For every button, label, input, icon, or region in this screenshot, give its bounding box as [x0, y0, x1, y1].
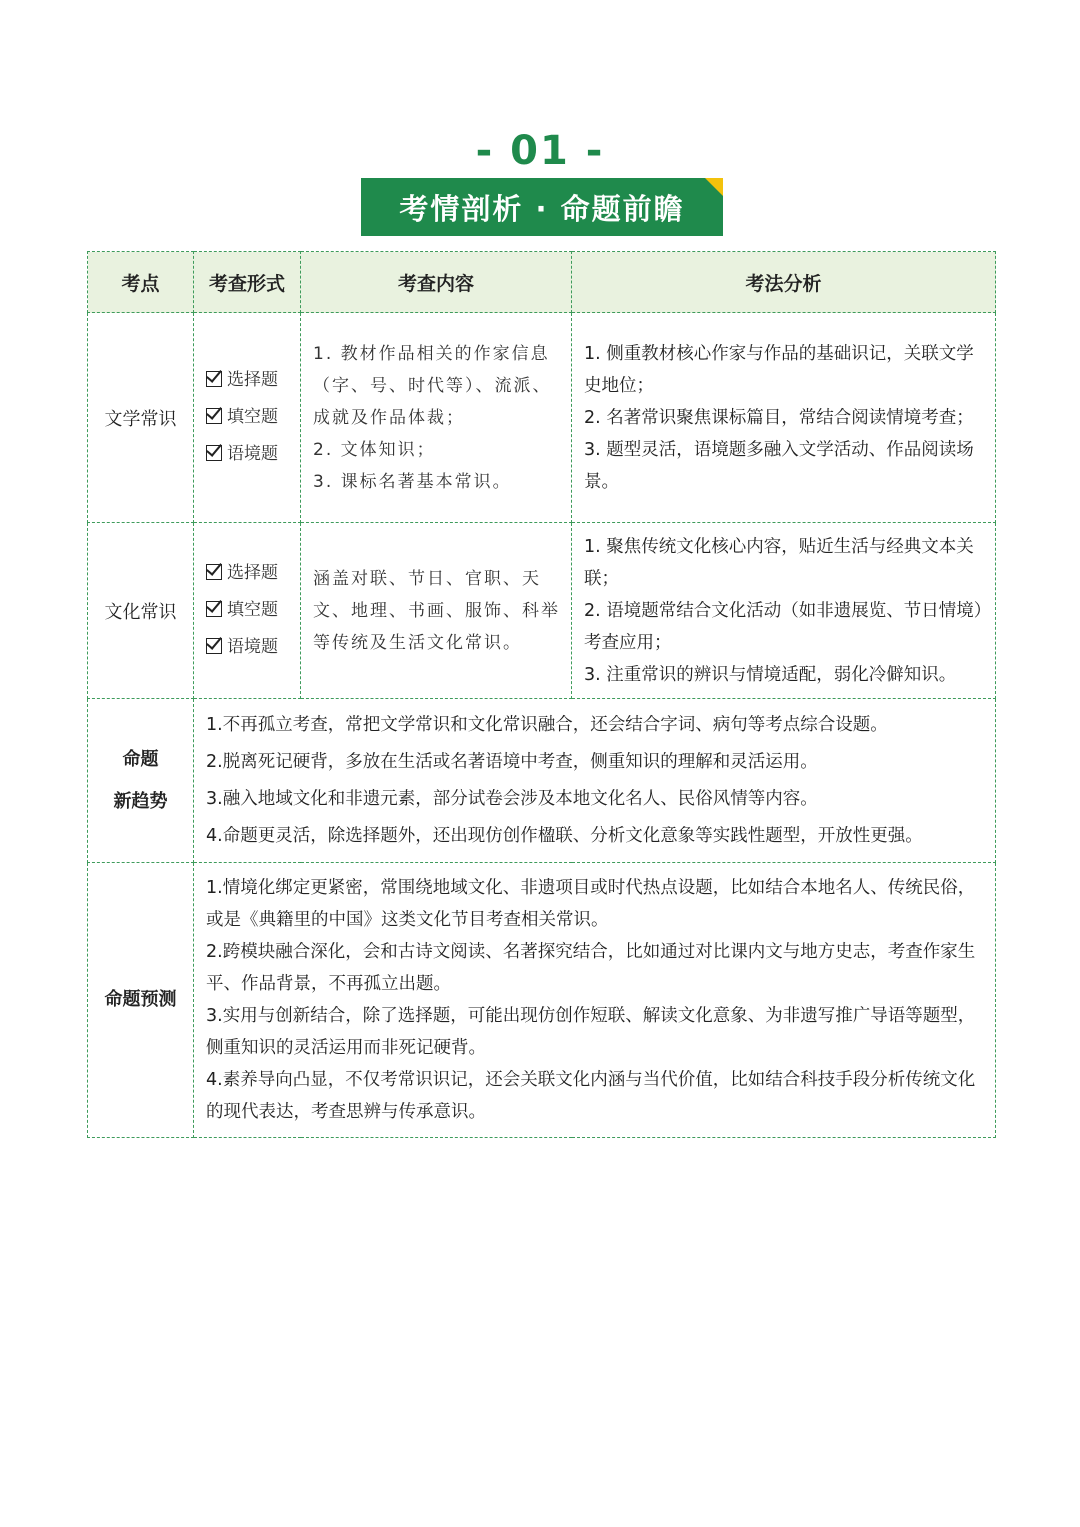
column-header: 考点: [88, 252, 194, 313]
exam-analysis-table: [87, 251, 996, 1138]
content-cell: 涵盖对联、节日、官职、天文、地理、书画、服饰、科举等传统及生活文化常识。: [301, 523, 572, 699]
form-item: 填空题: [206, 592, 300, 629]
form-item: 语境题: [206, 436, 300, 473]
analysis-cell: 1. 聚焦传统文化核心内容，贴近生活与经典文本关联； 2. 语境题常结合文化活动（如非遗展览、节日情境）考查应用； 3. 注重常识的辨识与情境适配，弱化冷僻知识。: [572, 523, 996, 699]
form-item: 语境题: [206, 629, 300, 666]
list-item: 3.实用与创新结合，除了选择题，可能出现仿创作短联、解读文化意象、为非遗写推广导语等题型，侧重知识的灵活运用而非死记硬背。: [206, 1006, 976, 1058]
trend-label: 命题 新趋势: [88, 699, 194, 863]
table-row: [88, 523, 996, 699]
list-item: 1.情境化绑定更紧密，常围绕地域文化、非遗项目或时代热点设题，比如结合本地名人、传统民俗，或是《典籍里的中国》这类文化节目考查相关常识。: [206, 878, 976, 930]
checkbox-checked-icon: [206, 638, 222, 654]
topic-cell: 文学常识: [88, 313, 194, 523]
banner-title: 考情剖析 · 命题前瞻: [399, 191, 685, 226]
content-cell: 1. 教材作品相关的作家信息（字、号、时代等）、流派、成就及作品体裁； 2. 文体知识； 3. 课标名著基本常识。: [301, 313, 572, 523]
checkbox-checked-icon: [206, 445, 222, 461]
list-item: 1.不再孤立考查，常把文学常识和文化常识融合，还会结合字词、病句等考点综合设题。: [206, 714, 888, 735]
table-header-row: [88, 252, 996, 313]
checkbox-checked-icon: [206, 564, 222, 580]
checkbox-checked-icon: [206, 601, 222, 617]
column-header: 考查形式: [194, 252, 301, 313]
table-row: [88, 313, 996, 523]
checkbox-checked-icon: [206, 408, 222, 424]
checkbox-checked-icon: [206, 371, 222, 387]
column-header: 考法分析: [572, 252, 996, 313]
form-item: 填空题: [206, 399, 300, 436]
list-item: 3.融入地域文化和非遗元素，部分试卷会涉及本地文化名人、民俗风情等内容。: [206, 788, 818, 809]
banner-corner-decoration: [705, 178, 723, 196]
forms-cell: [194, 523, 301, 699]
list-item: 4.素养导向凸显，不仅考常识识记，还会关联文化内涵与当代价值，比如结合科技手段分析传统文化的现代表达，考查思辨与传承意识。: [206, 1070, 976, 1122]
list-item: 4.命题更灵活，除选择题外，还出现仿创作楹联、分析文化意象等实践性题型，开放性更强。: [206, 825, 923, 846]
topic-cell: 文化常识: [88, 523, 194, 699]
forecast-row: [88, 863, 996, 1138]
list-item: 2.脱离死记硬背，多放在生活或名著语境中考查，侧重知识的理解和灵活运用。: [206, 751, 818, 772]
form-item: 选择题: [206, 555, 300, 592]
section-banner: [361, 178, 723, 236]
forecast-content: [194, 863, 996, 1138]
trend-row: [88, 699, 996, 863]
form-item: 选择题: [206, 362, 300, 399]
list-item: 2.跨模块融合深化，会和古诗文阅读、名著探究结合，比如通过对比课内文与地方史志，考查作家生平、作品背景，不再孤立出题。: [206, 942, 976, 994]
forecast-label: 命题预测: [88, 863, 194, 1138]
section-number: - 01 -: [475, 128, 605, 174]
forms-cell: [194, 313, 301, 523]
trend-content: [194, 699, 996, 863]
column-header: 考查内容: [301, 252, 572, 313]
analysis-cell: 1. 侧重教材核心作家与作品的基础识记，关联文学史地位； 2. 名著常识聚焦课标篇目，常结合阅读情境考查； 3. 题型灵活，语境题多融入文学活动、作品阅读场景。: [572, 313, 996, 523]
